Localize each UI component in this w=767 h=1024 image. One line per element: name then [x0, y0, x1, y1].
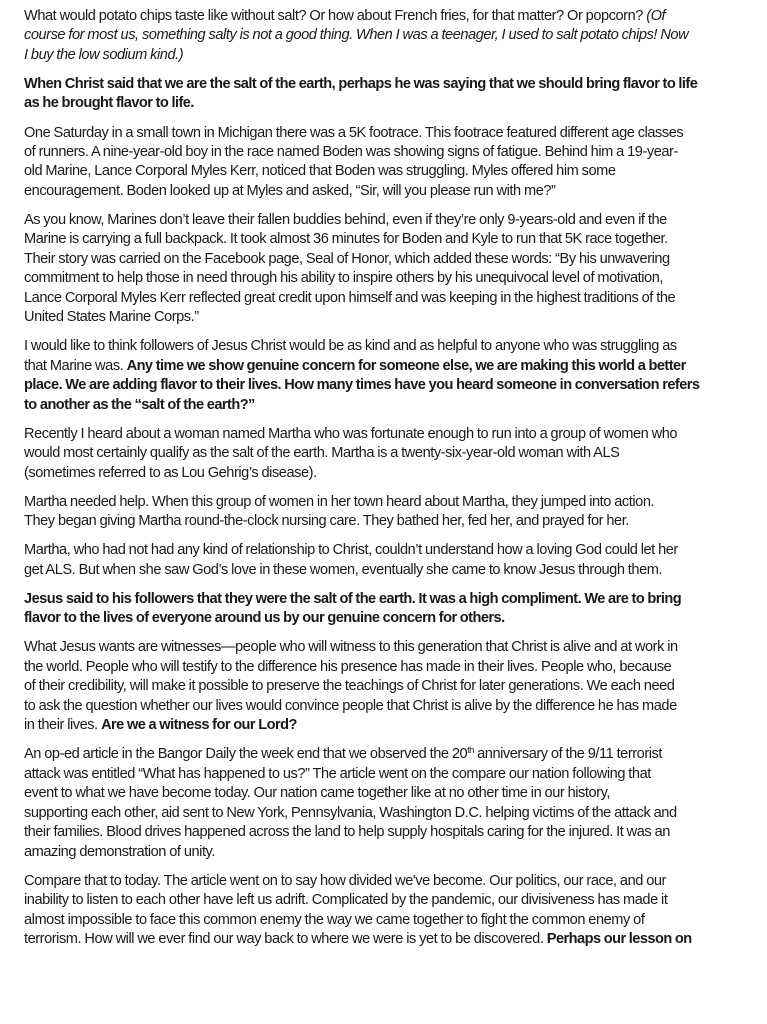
text-run: their families. Blood drives happened across the land to help supply hospitals caring for the injured. It was an [24, 824, 670, 841]
superscript-text: th [467, 745, 474, 756]
text-line [24, 493, 754, 512]
bold-text: to another as the “salt of the earth?” [24, 396, 255, 413]
text-line [24, 376, 754, 395]
text-run: commitment to help those in need through his ability to inspire others by his unequivocal level of motivation, [24, 270, 663, 287]
paragraph [24, 493, 754, 532]
text-line [24, 638, 754, 657]
text-run: in their lives. [24, 717, 102, 734]
text-line [24, 891, 754, 910]
text-run: Recently I heard about a woman named Martha who was fortunate enough to run into a group of women who [24, 425, 678, 442]
text-run: of their credibility, will make it possible to preserve the teachings of Christ for later generations. We each need [24, 678, 675, 695]
paragraph [24, 337, 754, 415]
text-line [24, 124, 754, 143]
text-run: event to what we have become today. Our nation came together like at no other time in our history, [24, 785, 610, 802]
bold-text: Are we a witness for our Lord? [101, 717, 297, 734]
text-run: Lance Corporal Myles Kerr reflected great credit upon himself and was keeping in the highest traditions of the [24, 289, 676, 306]
text-line [24, 716, 754, 735]
text-run: old Marine, Lance Corporal Myles Kerr, noticed that Boden was struggling. Myles offered him some [24, 163, 616, 180]
text-line [24, 75, 754, 94]
paragraph [24, 872, 754, 950]
text-run: One Saturday in a small town in Michigan there was a 5K footrace. This footrace featured different age classes [24, 124, 684, 141]
text-line [24, 541, 754, 560]
text-line [24, 46, 754, 65]
text-run: almost impossible to face this common enemy the way we came together to fight the common enemy of [24, 911, 645, 928]
text-line [24, 843, 754, 862]
text-run: They began giving Martha round-the-clock nursing care. They bathed her, fed her, and prayed for her. [24, 513, 629, 530]
text-line [24, 512, 754, 531]
text-run: terrorism. How will we ever find our way back to where we were is yet to be discovered. [24, 930, 547, 947]
text-line [24, 658, 754, 677]
italic-text: (Of [646, 8, 666, 24]
text-line [24, 425, 754, 444]
text-line [24, 162, 754, 181]
paragraph [24, 541, 754, 580]
text-run: anniversary of the 9/11 terrorist [473, 746, 662, 763]
text-run: (sometimes referred to as Lou Gehrig’s disease). [24, 464, 317, 481]
text-run: An op-ed article in the Bangor Daily the week end that we observed the 20 [24, 746, 468, 763]
bold-text: Any time we show genuine concern for someone else, we are making this world a better [126, 357, 686, 374]
text-line [24, 745, 754, 764]
text-line [24, 308, 754, 327]
text-line [24, 872, 754, 891]
text-run: attack was entitled “What has happened to us?” The article went on the compare our nation following that [24, 765, 651, 782]
text-line [24, 289, 754, 308]
text-run: amazing demonstration of unity. [24, 843, 215, 860]
text-run: Martha needed help. When this group of women in her town heard about Martha, they jumped into action. [24, 493, 655, 510]
text-line [24, 26, 754, 45]
paragraph [24, 425, 754, 483]
text-line [24, 464, 754, 483]
text-run: would most certainly qualify as the salt of the earth. Martha is a twenty-six-year-old woman with ALS [24, 445, 620, 462]
text-run: the world. People who will testify to the difference his presence has made in their lives. People who, because [24, 658, 672, 675]
text-line [24, 337, 754, 356]
text-line [24, 7, 754, 26]
text-run: United States Marine Corps.” [24, 309, 199, 326]
text-run: Marine is carrying a full backpack. It took almost 36 minutes for Boden and Kyle to run that 5K race together. [24, 231, 668, 248]
text-run: supporting each other, aid sent to New York, Pennsylvania, Washington D.C. helping victims of the attack and [24, 804, 677, 821]
paragraph [24, 124, 754, 202]
paragraph [24, 7, 754, 65]
text-line [24, 677, 754, 696]
text-line [24, 211, 754, 230]
bold-text: When Christ said that we are the salt of the earth, perhaps he was saying that we should bring flavor to life [24, 76, 698, 92]
text-line [24, 182, 754, 201]
paragraph [24, 75, 754, 114]
text-run: What Jesus wants are witnesses—people who will witness to this generation that Christ is alive and at work in [24, 639, 678, 656]
text-run: Compare that to today. The article went on to say how divided we've become. Our politics, our race, and our [24, 872, 666, 889]
text-run: of runners. A nine-year-old boy in the race named Boden was showing signs of fatigue. Behind him a 19-year- [24, 144, 678, 160]
text-run: I would like to think followers of Jesus Christ would be as kind and as helpful to anyone who was struggling as [24, 338, 677, 355]
text-line [24, 269, 754, 288]
paragraph [24, 211, 754, 328]
text-line [24, 143, 754, 162]
text-line [24, 561, 754, 580]
text-run: to ask the question whether our lives would convince people that Christ is alive by the difference he has made [24, 697, 677, 714]
text-line [24, 94, 754, 113]
text-run: What would potato chips taste like without salt? Or how about French fries, for that matter? Or popcorn? [24, 8, 647, 24]
bold-text: Jesus said to his followers that they were the salt of the earth. It was a high compliment. We are to bring [24, 590, 682, 607]
text-line [24, 823, 754, 842]
italic-text: course for most us, something salty is not a good thing. When I was a teenager, I used to salt potato chips! Now [24, 27, 689, 44]
paragraph [24, 638, 754, 735]
text-line [24, 765, 754, 784]
text-line [24, 250, 754, 269]
text-line [24, 396, 754, 415]
text-line [24, 444, 754, 463]
text-run: encouragement. Boden looked up at Myles and asked, “Sir, will you please run with me?” [24, 182, 556, 199]
text-line [24, 930, 754, 949]
text-run: get ALS. But when she saw God’s love in these women, eventually she came to know Jesus through them. [24, 561, 663, 578]
paragraph [24, 745, 754, 862]
bold-text: place. We are adding flavor to their lives. How many times have you heard someone in conversation refers [24, 377, 700, 394]
bold-text: as he brought flavor to life. [24, 95, 194, 112]
text-run: Their story was carried on the Facebook page, Seal of Honor, which added these words: “By his unwavering [24, 250, 670, 267]
text-line [24, 911, 754, 930]
text-line [24, 230, 754, 249]
text-run: As you know, Marines don’t leave their fallen buddies behind, even if they’re only 9-years-old and even if the [24, 212, 667, 228]
document-page [24, 7, 754, 959]
text-run: that Marine was. [24, 357, 127, 374]
text-line [24, 784, 754, 803]
text-line [24, 804, 754, 823]
italic-text: I buy the low sodium kind.) [24, 46, 184, 63]
bold-text: Perhaps our lesson on [546, 930, 692, 947]
bold-text: flavor to the lives of everyone around us by our genuine concern for others. [24, 610, 505, 627]
paragraph [24, 590, 754, 629]
text-run: Martha, who had not had any kind of relationship to Christ, couldn’t understand how a loving God could let her [24, 542, 678, 559]
text-line [24, 609, 754, 628]
text-line [24, 697, 754, 716]
text-line [24, 590, 754, 609]
text-line [24, 357, 754, 376]
text-run: inability to listen to each other have left us adrift. Complicated by the pandemic, our divisiveness has made it [24, 892, 668, 909]
